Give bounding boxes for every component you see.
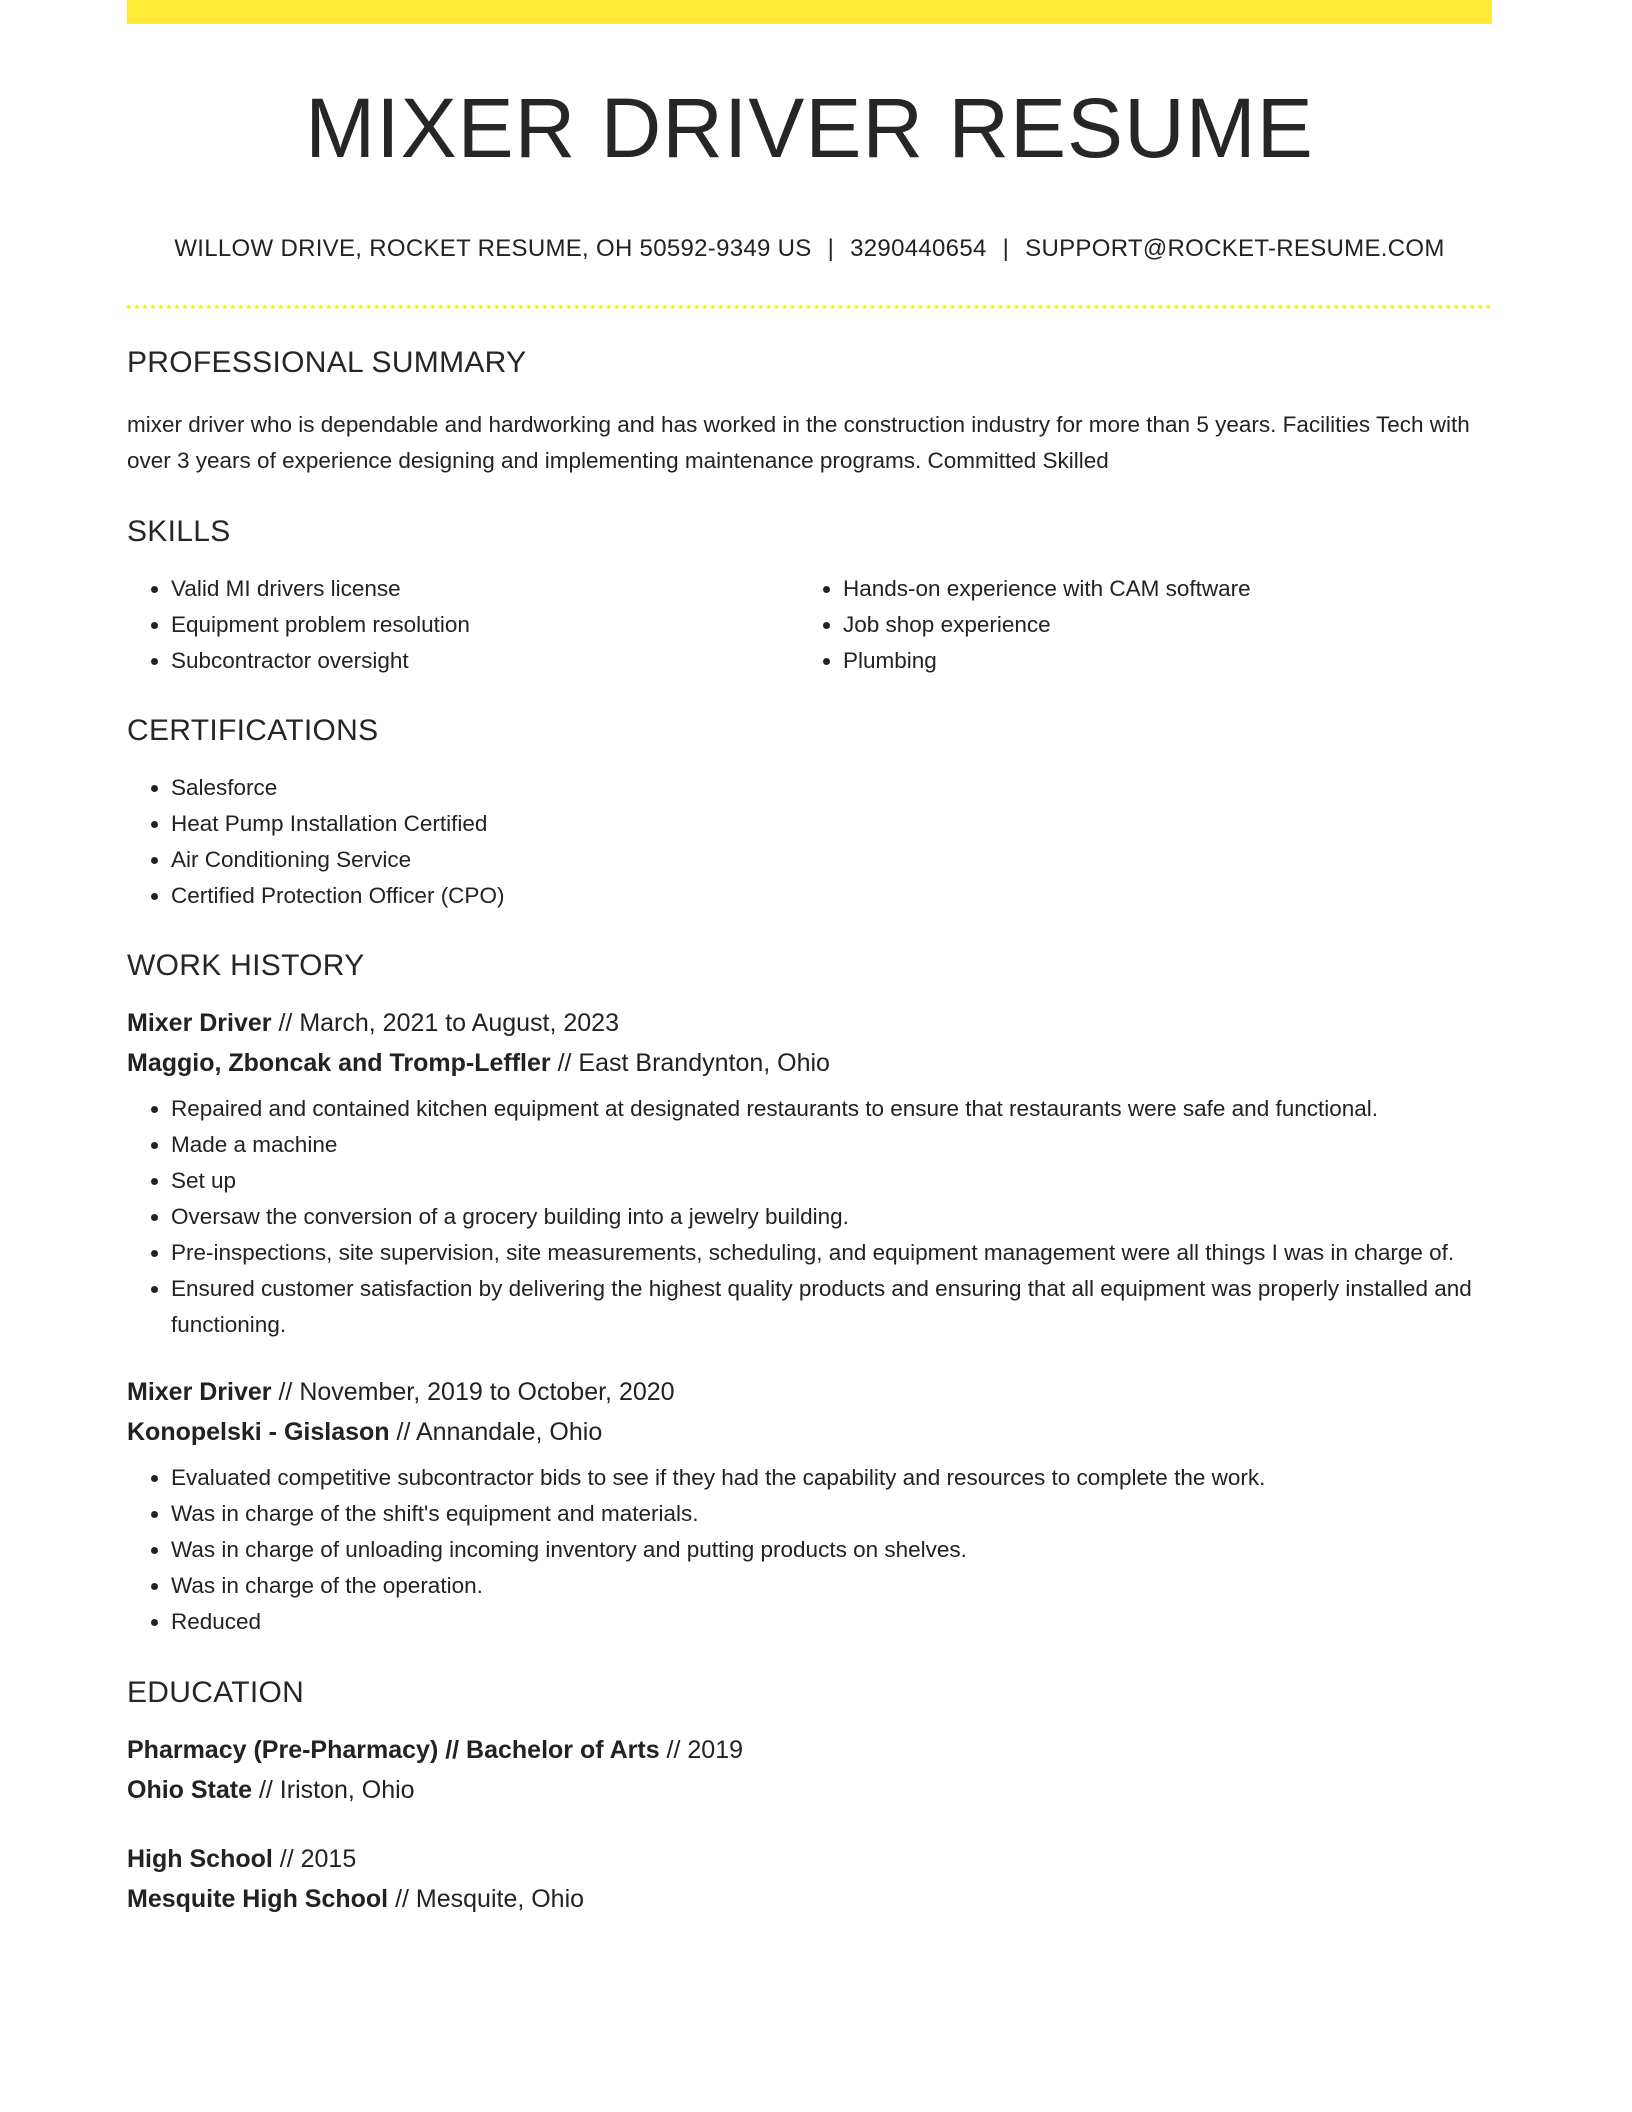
work-history-section (127, 951, 1492, 1640)
job-title-line (127, 1372, 1492, 1412)
skills-column-right (799, 571, 1471, 679)
job-company: Maggio, Zboncak and Tromp-Leffler (127, 1049, 551, 1077)
skills-list-left (127, 571, 799, 679)
education-section (127, 1678, 1492, 1919)
job-entry (127, 1003, 1492, 1343)
job-bullet: • Ensured customer satisfaction by delivering the highest quality products and ensuring that all equipment was properly installed and functioning. (171, 1271, 1492, 1343)
job-bullet: • Evaluated competitive subcontractor bids to see if they had the capability and resources to complete the work. (171, 1460, 1492, 1496)
job-location: // Annandale, Ohio (389, 1418, 603, 1446)
education-school-line (127, 1770, 1492, 1810)
job-title-line (127, 1003, 1492, 1043)
skills-column-left (127, 571, 799, 679)
resume-title: MIXER DRIVER RESUME (305, 81, 1314, 175)
work-history-heading: WORK HISTORY (127, 949, 365, 982)
skills-heading: SKILLS (127, 515, 231, 548)
education-school: Mesquite High School (127, 1885, 389, 1913)
job-company-line (127, 1043, 1492, 1083)
skill-item: • Plumbing (843, 643, 1471, 679)
job-bullet: • Set up (171, 1163, 1492, 1199)
education-degree-line (127, 1730, 1492, 1770)
contact-phone: 3290440654 (850, 235, 987, 262)
job-dates: // March, 2021 to August, 2023 (271, 1009, 619, 1037)
certification-item: • Air Conditioning Service (171, 842, 1492, 878)
job-dates: // November, 2019 to October, 2020 (271, 1378, 675, 1406)
job-bullet: • Made a machine (171, 1127, 1492, 1163)
education-year: // 2015 (272, 1845, 357, 1873)
education-school-line (127, 1879, 1492, 1919)
job-company: Konopelski - Gislason (127, 1418, 390, 1446)
skill-item: • Subcontractor oversight (171, 643, 799, 679)
job-bullets (127, 1091, 1492, 1343)
contact-separator: | (1002, 235, 1010, 262)
skills-section (127, 517, 1492, 679)
contact-email: SUPPORT@ROCKET-RESUME.COM (1025, 235, 1445, 262)
education-entry (127, 1730, 1492, 1810)
job-company-line (127, 1412, 1492, 1452)
certification-item: • Certified Protection Officer (CPO) (171, 878, 1492, 914)
certification-item: • Heat Pump Installation Certified (171, 806, 1492, 842)
job-location: // East Brandynton, Ohio (550, 1049, 830, 1077)
summary-text: mixer driver who is dependable and hardworking and has worked in the construction industry for more than 5 years. Facilities Tech with over 3 years of experience designing and implementing maintenance programs. Committed Skilled (127, 412, 1470, 473)
resume-page (127, 0, 1492, 1919)
skill-item: • Job shop experience (843, 607, 1471, 643)
certifications-section (127, 716, 1492, 914)
accent-top-bar (127, 0, 1492, 24)
certifications-heading: CERTIFICATIONS (127, 714, 379, 747)
skills-list-right (799, 571, 1471, 679)
education-degree: Pharmacy (Pre-Pharmacy) // Bachelor of Arts (127, 1736, 660, 1764)
certification-item: • Salesforce (171, 770, 1492, 806)
summary-heading: PROFESSIONAL SUMMARY (127, 346, 527, 379)
contact-address: WILLOW DRIVE, ROCKET RESUME, OH 50592-9349 US (174, 235, 812, 262)
job-role: Mixer Driver (127, 1378, 272, 1406)
job-bullet: • Reduced (171, 1604, 1492, 1640)
contact-line (127, 237, 1492, 261)
job-bullet: • Pre-inspections, site supervision, site measurements, scheduling, and equipment management were all things I was in charge of. (171, 1235, 1492, 1271)
education-year: // 2019 (659, 1736, 744, 1764)
education-degree: High School (127, 1845, 273, 1873)
education-location: // Iriston, Ohio (252, 1776, 415, 1804)
job-role: Mixer Driver (127, 1009, 272, 1037)
skill-item: • Hands-on experience with CAM software (843, 571, 1471, 607)
education-degree-line (127, 1839, 1492, 1879)
job-entry (127, 1372, 1492, 1640)
certifications-list (127, 770, 1492, 914)
contact-separator: | (827, 235, 835, 262)
education-location: // Mesquite, Ohio (388, 1885, 585, 1913)
skill-item: • Valid MI drivers license (171, 571, 799, 607)
education-heading: EDUCATION (127, 1676, 305, 1709)
job-bullet: • Repaired and contained kitchen equipment at designated restaurants to ensure that restaurants were safe and functional. (171, 1091, 1492, 1127)
education-entry (127, 1839, 1492, 1919)
job-bullet: • Was in charge of the operation. (171, 1568, 1492, 1604)
job-bullets (127, 1460, 1492, 1640)
job-bullet: • Was in charge of the shift's equipment and materials. (171, 1496, 1492, 1532)
skills-grid (127, 571, 1492, 679)
skill-item: • Equipment problem resolution (171, 607, 799, 643)
education-school: Ohio State (127, 1776, 253, 1804)
summary-section (127, 348, 1492, 479)
job-bullet: • Oversaw the conversion of a grocery building into a jewelry building. (171, 1199, 1492, 1235)
job-bullet: • Was in charge of unloading incoming inventory and putting products on shelves. (171, 1532, 1492, 1568)
header-divider (127, 305, 1492, 309)
